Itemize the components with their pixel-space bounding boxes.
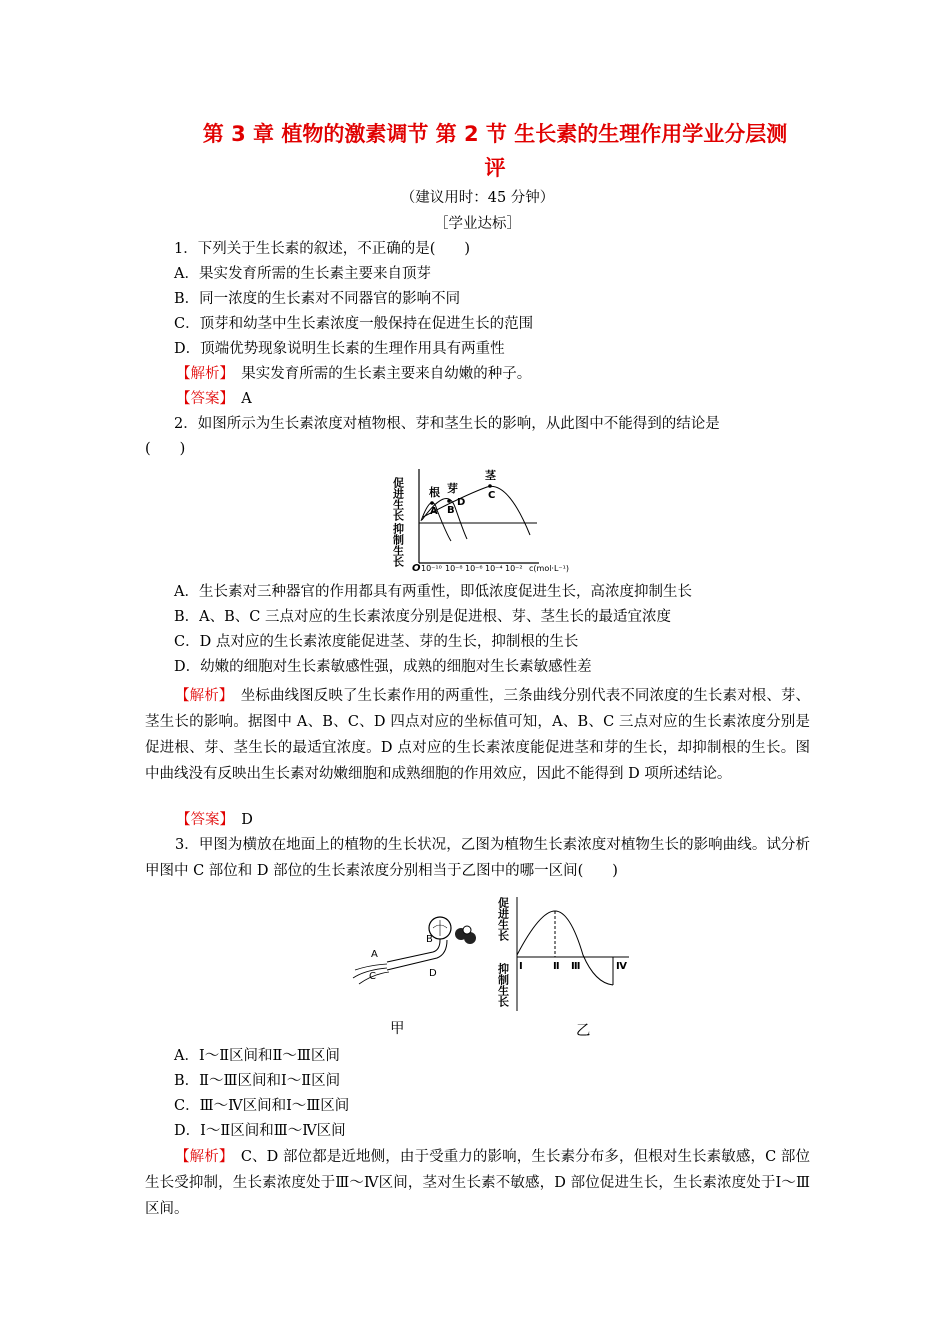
- q3-option-d: D．Ⅰ～Ⅱ区间和Ⅲ～Ⅳ区间: [174, 1123, 346, 1139]
- q2-stem-line1: 2．如图所示为生长素浓度对植物根、芽和茎生长的影响，从此图中不能得到的结论是: [174, 416, 720, 432]
- q2-option-d: D．幼嫩的细胞对生长素敏感性强，成熟的细胞对生长素敏感性差: [174, 659, 592, 675]
- q2-y-bottom-label: 抑制生长: [391, 523, 405, 567]
- x-tick-3: 10⁻⁶: [465, 564, 483, 573]
- jia-label-d: D: [429, 968, 437, 979]
- point-b-dot: [447, 499, 451, 503]
- stem-label: 茎: [485, 469, 496, 482]
- caption-jia: 甲: [390, 1021, 405, 1037]
- x-unit-label: c(mol·L⁻¹): [529, 564, 569, 573]
- q1-option-a: A．果实发育所需的生长素主要来自顶芽: [174, 266, 431, 282]
- x-tick-1: 10⁻¹⁰: [421, 564, 442, 573]
- leaf-icon-3: [463, 926, 471, 934]
- point-b-label: B: [447, 505, 455, 516]
- analysis-tag: 【解析】: [175, 1149, 227, 1165]
- q2-analysis: [145, 683, 810, 787]
- x-tick-2: 10⁻⁸: [445, 564, 463, 573]
- q3-option-b: B．Ⅱ～Ⅲ区间和Ⅰ～Ⅱ区间: [174, 1073, 341, 1089]
- point-a-label: A: [430, 506, 438, 517]
- q2-answer: [176, 808, 841, 833]
- point-c-dot: [488, 484, 492, 488]
- point-a-dot: [430, 501, 434, 505]
- doc-title-line1: 第 3 章 植物的激素调节 第 2 节 生长素的生理作用学业分层测: [202, 122, 788, 146]
- q3-analysis-text: C、D 部位都是近地侧，由于受重力的影响，生长素分布多，但根对生长素敏感，C 部位生长受抑制，生长素浓度处于Ⅲ～Ⅳ区间，茎对生长素不敏感，D 部位促进生长，生长素浓度处于Ⅰ～Ⅲ区间。: [145, 1149, 811, 1217]
- answer-tag: 【答案】: [176, 391, 227, 407]
- q2-option-c: C．D 点对应的生长素浓度能促进茎、芽的生长，抑制根的生长: [174, 634, 579, 650]
- q3-figure-jia: [345, 910, 485, 990]
- origin-label: O: [412, 563, 421, 574]
- q1-option-b: B．同一浓度的生长素对不同器官的影响不同: [174, 291, 461, 307]
- point-d-label: D: [457, 497, 466, 508]
- q2-analysis-text: 坐标曲线图反映了生长素作用的两重性，三条曲线分别代表不同浓度的生长素对根、芽、茎生长的影响。据图中 A、B、C、D 四点对应的坐标值可知，A、B、C 三点对应的生长素浓度分别是促进根、芽、茎生长的最适宜浓度。D 点对应的生长素浓度能促进茎和芽的生长，却抑制根的生长。图中曲线没有反映出生长素对幼嫩细胞和成熟细胞的作用效应，因此不能得到 D 项所述结论。: [145, 688, 811, 782]
- bud-label: 芽: [447, 482, 458, 495]
- q1-option-d: D．顶端优势现象说明生长素的生理作用具有两重性: [174, 341, 505, 357]
- q1-analysis: [176, 362, 841, 387]
- q3-option-a: A．Ⅰ～Ⅱ区间和Ⅱ～Ⅲ区间: [174, 1048, 340, 1064]
- analysis-tag: 【解析】: [176, 366, 227, 382]
- section-heading: ［学业达标］: [434, 216, 521, 232]
- answer-tag: 【答案】: [176, 812, 227, 828]
- mark-1: Ⅰ: [519, 961, 523, 972]
- q3-analysis: [145, 1144, 810, 1222]
- yi-curve: [517, 911, 613, 985]
- q1-option-c: C．顶芽和幼茎中生长素浓度一般保持在促进生长的范围: [174, 316, 534, 332]
- point-c-label: C: [488, 490, 496, 501]
- q2-y-top-label: 促进生长: [391, 477, 405, 521]
- mark-2: Ⅱ: [553, 961, 560, 972]
- mark-3: Ⅲ: [571, 961, 581, 972]
- q1-analysis-text: 果实发育所需的生长素主要来自幼嫩的种子。: [241, 366, 532, 382]
- jia-label-b: B: [426, 934, 433, 945]
- q2-stem-line2: ( ): [145, 441, 186, 457]
- mark-4: Ⅳ: [616, 961, 627, 972]
- q2-option-a: A．生长素对三种器官的作用都具有两重性，即低浓度促进生长，高浓度抑制生长: [174, 584, 692, 600]
- yi-y-top-label: 促进生长: [496, 897, 510, 941]
- doc-title-line2: 评: [484, 156, 506, 180]
- x-tick-5: 10⁻²: [505, 564, 523, 573]
- jia-label-c: C: [369, 971, 376, 982]
- q3-stem: 3．甲图为横放在地面上的植物的生长状况，乙图为植物生长素浓度对植物生长的影响曲线。试分析甲图中 C 部位和 D 部位的生长素浓度分别相当于乙图中的哪一区间( ): [145, 837, 810, 879]
- q3-figure-yi: [495, 893, 640, 1015]
- q2-figure: [391, 465, 595, 577]
- jia-label-a: A: [371, 949, 378, 960]
- q1-answer: [176, 387, 841, 412]
- q2-answer-value: D: [241, 812, 253, 828]
- caption-yi: 乙: [576, 1023, 591, 1039]
- q3-option-c: C．Ⅲ～Ⅳ区间和Ⅰ～Ⅲ区间: [174, 1098, 350, 1114]
- analysis-tag: 【解析】: [175, 688, 227, 704]
- q2-option-b: B．A、B、C 三点对应的生长素浓度分别是促进根、芽、茎生长的最适宜浓度: [174, 609, 671, 625]
- q1-stem: 1．下列关于生长素的叙述，不正确的是( ): [174, 241, 471, 257]
- root-label: 根: [429, 486, 440, 499]
- x-tick-4: 10⁻⁴: [485, 564, 503, 573]
- time-hint: （建议用时：45 分钟）: [400, 190, 555, 206]
- yi-y-bottom-label: 抑制生长: [496, 963, 510, 1007]
- q1-answer-value: A: [241, 391, 252, 407]
